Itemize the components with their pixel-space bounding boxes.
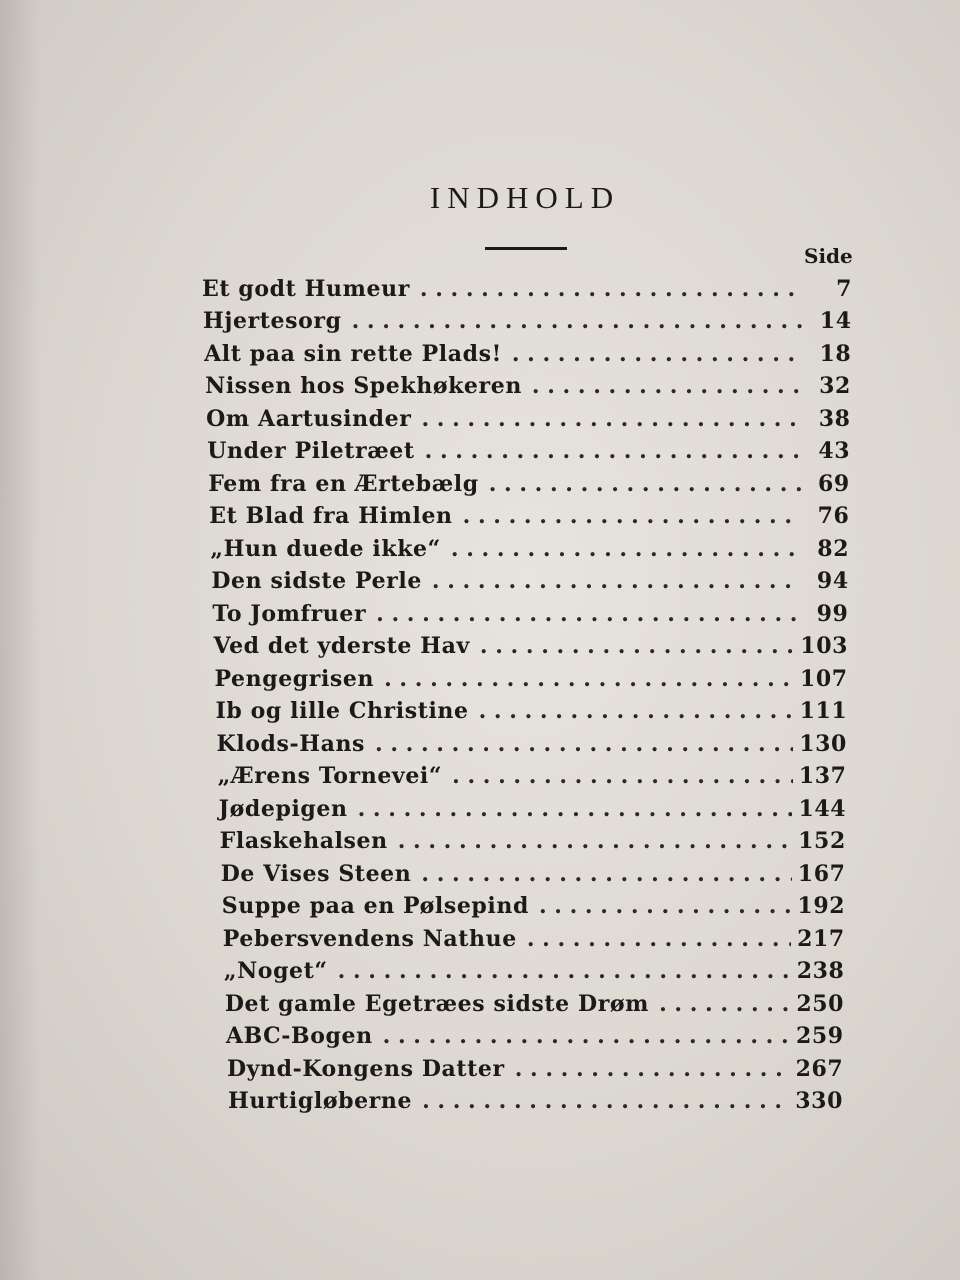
toc-entry-page: 167 <box>797 860 846 887</box>
toc-entry-page: 43 <box>818 438 851 465</box>
toc-entry-title: Fem fra en Ærtebælg <box>208 470 479 497</box>
dot-leader <box>425 438 803 464</box>
toc-entry-page: 38 <box>818 405 851 432</box>
toc-entry <box>219 796 847 826</box>
toc-entry-title: Ib og lille Christine <box>215 698 469 725</box>
toc-entry-page: 217 <box>797 925 845 952</box>
toc-entry <box>204 341 851 371</box>
toc-entry-page: 14 <box>819 308 852 335</box>
toc-entry-title: ABC-Bogen <box>225 1023 373 1050</box>
dot-leader <box>398 828 792 854</box>
toc-entry-title: De Vises Steen <box>220 860 412 887</box>
toc-entry-title: Dynd-Kongens Datter <box>226 1055 505 1082</box>
dot-leader <box>358 796 793 822</box>
toc-entry <box>217 731 847 761</box>
dot-leader <box>539 893 791 919</box>
toc-entry-title: Suppe paa en Pølsepind <box>221 893 529 920</box>
toc-entry-title: Hurtigløberne <box>228 1088 413 1114</box>
toc-entry-title: Under Piletræet <box>207 438 415 465</box>
dot-leader <box>659 991 790 1017</box>
toc-entry-title: Pebersvendens Nathue <box>222 925 517 952</box>
toc-entry-page: 94 <box>816 568 849 595</box>
toc-entry-page: 99 <box>816 600 849 627</box>
toc-entry <box>211 568 848 598</box>
dot-leader <box>452 763 793 789</box>
toc-entry <box>228 1088 843 1118</box>
toc-entry-page: 32 <box>819 373 851 400</box>
dot-leader <box>352 308 804 334</box>
toc-entry-page: 267 <box>795 1055 844 1082</box>
dot-leader <box>422 1088 789 1114</box>
dot-leader <box>512 341 803 367</box>
dot-leader <box>479 698 794 724</box>
toc-entry-page: 82 <box>817 535 850 562</box>
toc-entry <box>222 893 845 923</box>
dot-leader <box>384 666 794 692</box>
toc-entry-title: Pengegrisen <box>214 665 375 692</box>
toc-entry-title: „Noget“ <box>223 958 328 985</box>
toc-entry-page: 111 <box>799 698 848 725</box>
toc-entry-title: Hjertesorg <box>203 308 342 335</box>
toc-entry-title: Jødepigen <box>218 795 348 822</box>
dot-leader <box>489 471 802 497</box>
dot-leader <box>376 601 800 627</box>
dot-leader <box>432 568 801 594</box>
dot-leader <box>480 633 794 659</box>
toc-entry-page: 152 <box>798 828 846 855</box>
toc-entry <box>226 1023 844 1053</box>
dot-leader <box>527 926 791 952</box>
toc-entry <box>209 503 849 533</box>
dot-leader <box>515 1056 790 1082</box>
toc-entry <box>206 406 850 436</box>
toc-entry-page: 18 <box>819 340 852 367</box>
page-title: INDHOLD <box>429 180 621 215</box>
dot-leader <box>421 406 802 432</box>
dot-leader <box>463 503 802 529</box>
toc-entry <box>210 536 849 566</box>
toc-entry <box>216 698 848 728</box>
toc-entry <box>203 308 852 338</box>
dot-leader <box>421 861 791 887</box>
toc-entry <box>220 828 846 858</box>
toc-entry <box>205 373 851 403</box>
toc-entry <box>227 1056 843 1086</box>
toc-entry <box>213 633 848 663</box>
toc-entry <box>214 666 847 696</box>
toc-entry-page: 76 <box>817 503 850 530</box>
toc-entry-page: 192 <box>797 893 846 920</box>
toc-entry-page: 103 <box>800 633 849 660</box>
toc-entry-title: Alt paa sin rette Plads! <box>204 340 502 367</box>
toc-entry-title: Klods-Hans <box>216 730 366 757</box>
toc-entry-title: Om Aartusinder <box>206 405 412 432</box>
toc-entry-page: 137 <box>798 763 847 790</box>
toc-entry <box>212 601 848 631</box>
toc-entry-title: Flaskehalsen <box>219 828 388 855</box>
toc-entry-title: Et godt Humeur <box>202 276 410 302</box>
toc-entry <box>225 991 844 1021</box>
toc-entry-title: Ved det yderste Hav <box>213 633 470 660</box>
toc-entry-page: 107 <box>799 665 848 692</box>
page-column-label: Side <box>804 244 853 268</box>
dot-leader <box>338 958 791 984</box>
dot-leader <box>451 536 801 562</box>
toc-entry <box>224 958 845 988</box>
toc-entry-page: 330 <box>795 1088 843 1114</box>
toc-entry-title: To Jomfruer <box>212 600 367 627</box>
toc-entry <box>207 438 850 468</box>
toc-entry-page: 250 <box>796 990 845 1017</box>
toc-entry-title: „Hun duede ikke“ <box>210 535 441 562</box>
toc-entry-title: „Ærens Tornevei“ <box>217 763 443 790</box>
toc-entry-title: Det gamle Egetræes sidste Drøm <box>224 990 650 1017</box>
toc-entry-title: Et Blad fra Himlen <box>209 503 453 530</box>
dot-leader <box>532 373 803 399</box>
toc-entry-page: 69 <box>818 470 850 497</box>
toc-entry <box>218 763 847 793</box>
toc-entry-page: 130 <box>799 730 847 757</box>
toc-entry-page: 259 <box>795 1023 844 1050</box>
toc-entry <box>221 861 846 891</box>
toc-entry <box>208 471 850 501</box>
toc-entry-page: 7 <box>836 276 852 302</box>
toc-entry-page: 144 <box>798 795 847 822</box>
toc-entry-title: Nissen hos Spekhøkeren <box>205 373 522 400</box>
toc-entry-title: Den sidste Perle <box>211 568 422 595</box>
dot-leader <box>375 731 793 757</box>
toc-entry <box>202 276 852 306</box>
dot-leader <box>420 276 804 302</box>
toc-entry <box>223 926 845 956</box>
dot-leader <box>383 1023 790 1049</box>
toc-entry-page: 238 <box>796 958 845 985</box>
